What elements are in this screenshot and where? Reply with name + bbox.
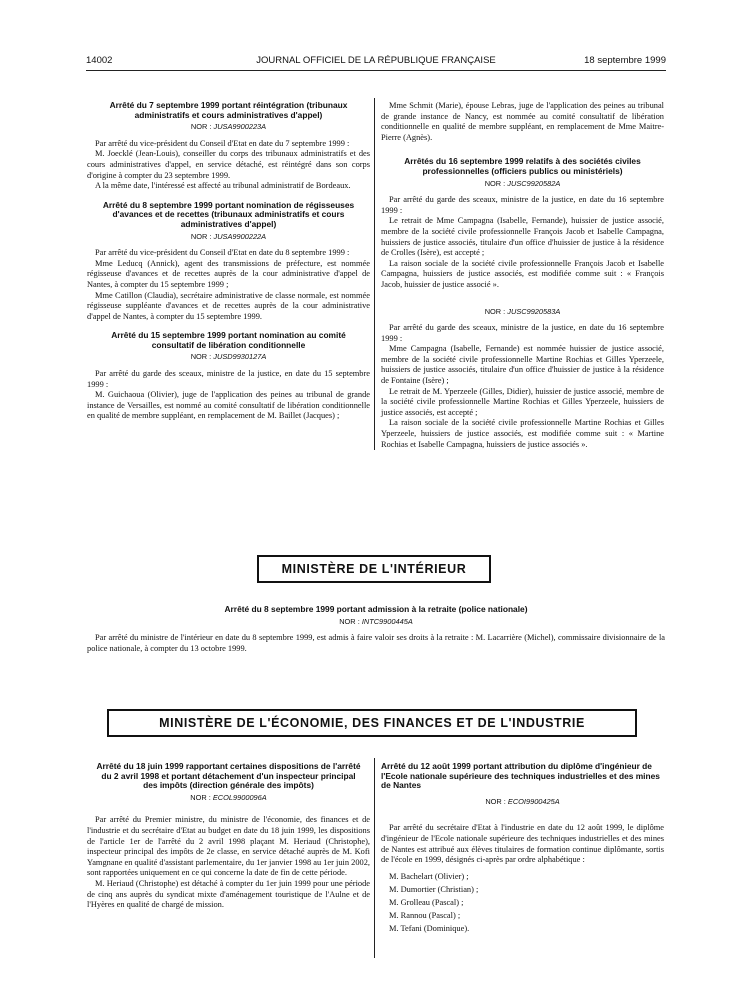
paragraph: Mme Campagna (Isabelle, Fernande) est nommée huissier de justice associé, membre de la société civile professionnelle Martine Rochias et Gilles Yperzeele, huissiers de justice associés, titulaire d'un office d'huissier de justice à la résidence de Fontaine (Isère) ;	[381, 344, 664, 386]
paragraph: La raison sociale de la société civile professionnelle Martine Rochias et Gilles Yperzeele, huissiers de justice associés, est modifiée comme suit : « Martine Rochias et Isabelle Campagna, huissiers de justice associés ».	[381, 418, 664, 449]
article-title: Arrêté du 8 septembre 1999 portant nomination de régisseuses d'avances et de recettes (tribunaux administratifs et cours administratives d'appel)	[102, 199, 355, 229]
nor-reference: NOR : JUSC9920582A	[484, 178, 561, 188]
paragraph: Par arrêté du Premier ministre, du ministre de l'économie, des finances et de l'industrie et du secrétaire d'Etat au budget en date du 18 juin 1999, les dispositions de l'article 1er de l'arrêté du 2 avril 1998 plaçant M. Heriaud (Christophe), inspecteur principal des impôts de 2e classe, en service détaché auprès de M. Kofi Yamgnane en qualité d'assistant parlementaire, du 1er janvier 1998 au 1er juin 2002, sont rapportées uniquement en ce qui concerne la date de fin de cette période.	[87, 815, 371, 878]
article-title: Arrêté du 8 septembre 1999 portant admission à la retraite (police nationale)	[224, 604, 528, 614]
paragraph: M. Guichaoua (Olivier), juge de l'application des peines au tribunal de grande instance de Versailles, est nommé au comité consultatif de libération conditionnelle en qualité de membre suppléant, en remplacement de M. Baillet (Jacques) ;	[87, 390, 370, 421]
paragraph: M. Joecklé (Jean-Louis), conseiller du corps des tribunaux administratifs et des cours administratives d'appel, en service détaché, est réintégré dans son corps d'origine à compter du 23 septembre 1999.	[87, 149, 370, 180]
list-item: M. Grolleau (Pascal) ;	[389, 897, 464, 907]
paragraph: A la même date, l'intéressé est affecté au tribunal administratif de Bordeaux.	[95, 181, 351, 191]
issue-date: 18 septembre 1999	[584, 55, 666, 66]
list-item: M. Bachelart (Olivier) ;	[389, 871, 469, 881]
nor-reference: NOR : JUSD9930127A	[190, 352, 267, 362]
paragraph: M. Heriaud (Christophe) est détaché à compter du 1er juin 1999 pour une période de cinq ans auprès du syndicat mixte d'aménagement touristique de l'Aulne et de l'Hyères en qualité de chargé de mission.	[87, 878, 370, 910]
journal-title: JOURNAL OFFICIEL DE LA RÉPUBLIQUE FRANÇAISE	[256, 55, 496, 66]
paragraph: La raison sociale de la société civile professionnelle François Jacob et Isabelle Campagna, huissiers de justice associés, est modifiée comme suit : « François Jacob, huissier de justice associé ».	[381, 258, 664, 289]
column-divider	[374, 98, 375, 450]
list-item: M. Tefani (Dominique).	[389, 923, 470, 933]
paragraph: Mme Leducq (Annick), agent des transmissions de préfecture, est nommée régisseuse d'avances et de recettes auprès de la cour administrative d'appel de Nantes, à compter du 15 septembre 1999 ;	[87, 258, 370, 289]
page-number: 14002	[86, 55, 113, 66]
nor-reference: NOR : INTC9900445A	[339, 616, 413, 626]
right-column	[381, 101, 664, 450]
paragraph: Par arrêté du vice-président du Conseil d'Etat en date du 7 septembre 1999 :	[95, 138, 350, 148]
ministry-heading-economie: MINISTÈRE DE L'ÉCONOMIE, DES FINANCES ET DE L'INDUSTRIE	[107, 709, 637, 737]
paragraph: Par arrêté du garde des sceaux, ministre de la justice, en date du 16 septembre 1999 :	[381, 323, 664, 343]
paragraph: Par arrêté du garde des sceaux, ministre de la justice, en date du 16 septembre 1999 :	[381, 195, 664, 215]
ministry-heading-interieur: MINISTÈRE DE L'INTÉRIEUR	[257, 555, 491, 583]
paragraph: Mme Catillon (Claudia), secrétaire administrative de classe normale, est nommée régisseuse suppléante d'avances et de recettes auprès de la cour administrative d'appel de Nantes, à compter du 15 septembre 1999.	[87, 290, 370, 321]
column-divider	[374, 758, 375, 958]
paragraph: Le retrait de Mme Campagna (Isabelle, Fernande), huissier de justice associé, membre de la société civile professionnelle François Jacob et Isabelle Campagna, huissiers de justice associés, titulaire d'un office d'huissier de justice à la résidence de Crolles (Isère), est accepté ;	[381, 216, 664, 258]
right-column-economie	[381, 762, 664, 935]
paragraph: Par arrêté du ministre de l'intérieur en date du 8 septembre 1999, est admis à faire valoir ses droits à la retraite : M. Lacarrière (Michel), commissaire divisionnaire de la police nationale, à compter du 13 octobre 1999.	[87, 633, 665, 653]
paragraph: Par arrêté du vice-président du Conseil d'Etat en date du 8 septembre 1999 :	[95, 248, 350, 258]
interieur-section	[87, 605, 665, 654]
article-title: Arrêté du 12 août 1999 portant attribution du diplôme d'ingénieur de l'Ecole nationale supérieure des techniques industrielles et des mines de Nantes	[381, 761, 660, 791]
list-item: M. Rannou (Pascal) ;	[389, 910, 461, 920]
article-title: Arrêté du 7 septembre 1999 portant réintégration (tribunaux administratifs et cours administratives d'appel)	[109, 100, 348, 120]
left-column-economie	[87, 762, 370, 911]
nor-reference: NOR : ECOL9900096A	[190, 792, 267, 802]
nor-reference: NOR : JUSA9900222A	[190, 231, 267, 241]
article-title: Arrêté du 18 juin 1999 rapportant certaines dispositions de l'arrêté du 2 avril 1998 et portant détachement d'un inspecteur principal des impôts (direction générale des impôts)	[96, 761, 361, 791]
graduate-list	[381, 870, 664, 935]
paragraph: Mme Schmit (Marie), épouse Lebras, juge de l'application des peines au tribunal de grande instance de Nancy, est nommée au comité consultatif de libération conditionnelle en qualité de membre suppléant, en remplacement de Mme Maitre-Pierre (Agnès).	[381, 101, 664, 142]
paragraph: Par arrêté du secrétaire d'Etat à l'industrie en date du 12 août 1999, le diplôme d'ingénieur de l'Ecole nationale supérieure des techniques industrielles et des mines de Nantes est attribué aux élèves titulaires de formation continue diplômante, sortis de l'école en 1999, désignés ci-après par ordre alphabétique :	[381, 823, 664, 865]
paragraph: Par arrêté du garde des sceaux, ministre de la justice, en date du 15 septembre 1999 :	[87, 369, 370, 389]
nor-reference: NOR : ECOI9900425A	[485, 796, 560, 806]
article-title: Arrêté du 15 septembre 1999 portant nomination au comité consultatif de libération conditionnelle	[111, 330, 346, 350]
article-title: Arrêtés du 16 septembre 1999 relatifs à des sociétés civiles professionnelles (officiers publics ou ministériels)	[404, 156, 641, 176]
page-header	[86, 55, 666, 69]
header-rule	[86, 70, 666, 71]
nor-reference: NOR : JUSC9920583A	[484, 306, 561, 316]
nor-reference: NOR : JUSA9900223A	[190, 122, 267, 132]
paragraph: Le retrait de M. Yperzeele (Gilles, Didier), huissier de justice associé, membre de la société civile professionnelle Martine Rochias et Gilles Yperzeele, huissiers de justice associés, est accepté ;	[381, 386, 664, 417]
left-column	[87, 101, 370, 422]
list-item: M. Dumortier (Christian) ;	[389, 884, 479, 894]
